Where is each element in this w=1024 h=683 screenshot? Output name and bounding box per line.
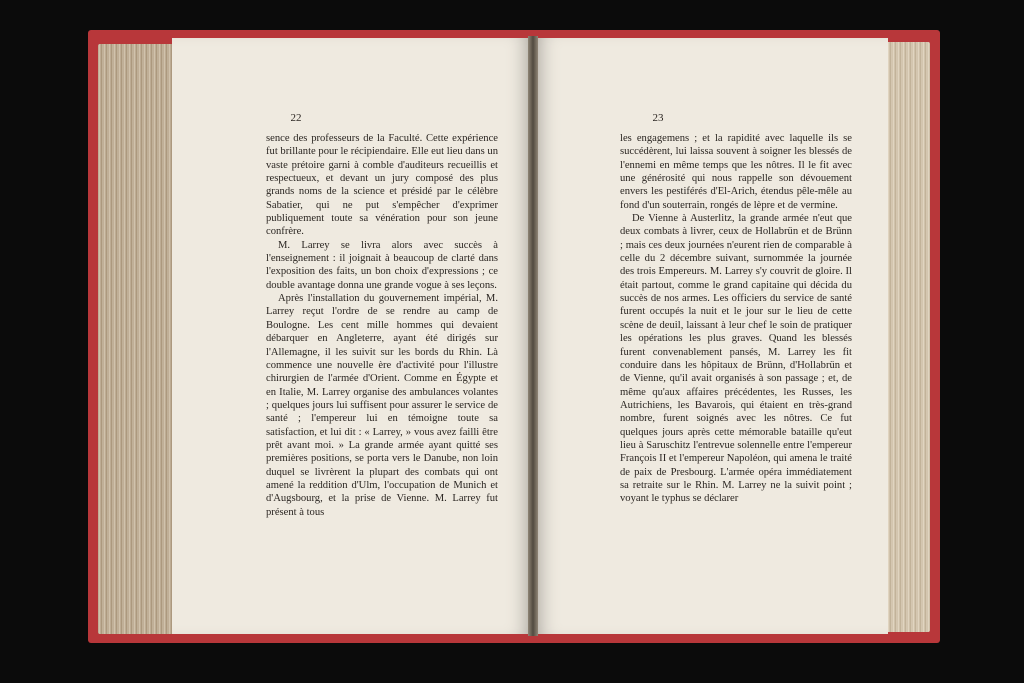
right-page-edges — [882, 42, 930, 632]
left-paragraph-2: M. Larrey se livra alors avec succès à l'enseignement : il joignait à beaucoup de clarté dans l'exposition des faits, un bon choix d'expressions ; ce double avantage donna une grande vogue à ses leçons. — [266, 239, 498, 291]
right-page — [534, 38, 888, 634]
left-page-number: 22 — [290, 112, 302, 124]
right-page-number: 23 — [652, 112, 664, 124]
right-paragraph-2: De Vienne à Austerlitz, la grande armée n'eut que deux combats à livrer, ceux de Hollabrün et de Brünn ; mais ces deux journées n'eurent rien de comparable à celle du 2 décembre suivant, surnommée la journée des trois Empereurs. M. Larrey s'y couvrit de gloire. Il était partout, comme le grand capitaine qui décida du succès de nos armes. Les officiers du service de santé furent occupés la nuit et le jour sur le lieu de cette scène de deuil, laissant à leur chef le soin de pratiquer les opérations les plus graves. Quand les blessés furent convenablement pansés, M. Larrey les fit conduire dans les hôpitaux de Brünn, d'Hollabrün et de Vienne, qu'il avait organisés à son passage ; et, de même qu'aux affaires précédentes, les Russes, les Autrichiens, les Bavarois, qui étaient en très-grand nombre, furent soignés avec les nôtres. Ce fut quelques jours après cette mémorable bataille qu'eut lieu à Saruschitz l'entrevue solennelle entre l'empereur François II et l'empereur Napoléon, qui amena le traité de paix de Presbourg. L'armée opéra immédiatement sa retraite sur le Rhin. M. Larrey ne la suivit point ; voyant le typhus se déclarer — [620, 213, 852, 505]
right-paragraph-1: les engagemens ; et la rapidité avec laquelle ils se succédèrent, lui laissa souvent à soigner les blessés de l'ennemi en même temps que les nôtres. Il le fit avec une générosité qui nous rappelle son dévouement envers les pestiférés d'El-Arich, étendus pêle-mêle au fond d'un souterrain, rongés de lèpre et de vermine. — [620, 133, 852, 211]
left-page-edges — [98, 44, 176, 634]
book-gutter — [528, 36, 538, 636]
open-book — [88, 30, 940, 643]
left-paragraph-1: sence des professeurs de la Faculté. Cette expérience fut brillante pour le récipiendaire. Elle eut lieu dans un vaste prétoire garni à comble d'auditeurs recueillis et respectueux, et devant un jury composé des plus grands noms de la science et présidé par le célèbre Sabatier, qui ne put s'empêcher d'exprimer publiquement toute sa vénération pour son jeune confrère. — [266, 133, 498, 238]
left-page-body — [266, 132, 498, 519]
left-paragraph-3: Après l'installation du gouvernement impérial, M. Larrey reçut l'ordre de se rendre au camp de Boulogne. Les cent mille hommes qui devaient débarquer en Angleterre, ayant été dirigés sur l'Allemagne, il les suivit sur les bords du Rhin. Là commence une nouvelle ère d'activité pour l'illustre chirurgien de l'armée d'Orient. Comme en Égypte et en Italie, M. Larrey organise des ambulances volantes ; quelques jours lui suffisent pour assurer le service de santé ; l'empereur lui en témoigne toute sa satisfaction, et lui dit : « Larrey, » vous avez failli être prêt avant moi. » La grande armée ayant quitté ses premières positions, se porta vers le Danube, non loin duquel se livrèrent la plupart des combats qui ont amené la reddition d'Ulm, l'occupation de Munich et d'Augsbourg, et la prise de Vienne. M. Larrey fut présent à tous — [266, 293, 498, 518]
right-page-body — [620, 132, 852, 506]
left-page — [172, 38, 532, 634]
